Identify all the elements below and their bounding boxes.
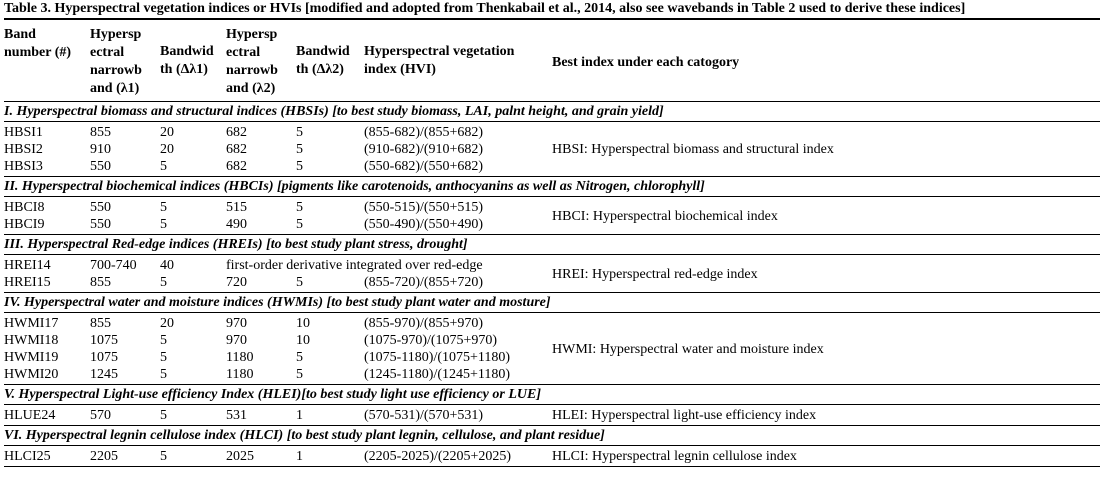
hvi-formula: (910-682)/(910+682) <box>364 142 484 157</box>
header-lambda2: Hypersp ectral narrowb and (λ2) <box>226 27 278 96</box>
table-caption: Table 3. Hyperspectral vegetation indices or HVIs [modified and adopted from Thenkabail et al., 2014, also see wavebands in Table 2 used to derive these indices] <box>4 1 966 16</box>
caption-rule <box>4 18 1100 20</box>
lambda2-value: 1180 <box>226 350 254 365</box>
row-rule <box>4 254 1100 255</box>
row-rule <box>4 466 1100 467</box>
bandwidth2-value: 1 <box>296 449 303 464</box>
lambda1-value: 1075 <box>90 333 118 348</box>
lambda1-value: 855 <box>90 125 111 140</box>
bandwidth2-value: 5 <box>296 275 303 290</box>
best-index: HWMI: Hyperspectral water and moisture index <box>552 341 824 357</box>
best-index: HREI: Hyperspectral red-edge index <box>552 266 758 282</box>
lambda1-value: 1075 <box>90 350 118 365</box>
hvi-formula: (1075-970)/(1075+970) <box>364 333 498 348</box>
row-rule <box>4 312 1100 313</box>
lambda1-value: 550 <box>90 159 111 174</box>
bandwidth2-value: 5 <box>296 125 303 140</box>
lambda2-value: 1180 <box>226 367 254 382</box>
row-rule <box>4 404 1100 405</box>
best-index: HBSI: Hyperspectral biomass and structural index <box>552 142 834 157</box>
lambda1-value: 2205 <box>90 449 118 464</box>
row-rule <box>4 101 1100 102</box>
band-number: HWMI17 <box>4 316 59 331</box>
hvi-description: first-order derivative integrated over red-edge <box>226 258 483 273</box>
section-title: I. Hyperspectral biomass and structural indices (HBSIs) [to best study biomass, LAI, palnt height, and grain yield] <box>4 104 664 119</box>
band-number: HLUE24 <box>4 408 56 423</box>
band-number: HBCI9 <box>4 217 45 232</box>
hvi-formula: (1245-1180)/(1245+1180) <box>364 367 511 382</box>
bandwidth2-value: 1 <box>296 408 303 423</box>
row-rule <box>4 292 1100 293</box>
bandwidth1-value: 20 <box>160 316 174 331</box>
bandwidth2-value: 5 <box>296 217 303 232</box>
band-number: HLCI25 <box>4 449 51 464</box>
lambda2-value: 490 <box>226 217 247 232</box>
hvi-formula: (570-531)/(570+531) <box>364 408 484 423</box>
lambda2-value: 720 <box>226 275 247 290</box>
band-number: HBSI1 <box>4 125 43 140</box>
band-number: HBCI8 <box>4 200 45 215</box>
bandwidth1-value: 5 <box>160 367 167 382</box>
lambda2-value: 682 <box>226 125 247 140</box>
section-title: IV. Hyperspectral water and moisture indices (HWMIs) [to best study plant water and mosture] <box>4 295 551 310</box>
section-title: V. Hyperspectral Light-use efficiency Index (HLEI)[to best study light use efficiency or LUE] <box>4 387 541 402</box>
bandwidth1-value: 5 <box>160 333 167 348</box>
bandwidth1-value: 40 <box>160 258 174 273</box>
bandwidth1-value: 5 <box>160 350 167 365</box>
bandwidth2-value: 5 <box>296 200 303 215</box>
hvi-formula: (1075-1180)/(1075+1180) <box>364 350 511 365</box>
lambda2-value: 2025 <box>226 449 254 464</box>
row-rule <box>4 425 1100 426</box>
row-rule <box>4 234 1100 235</box>
lambda1-value: 570 <box>90 408 111 423</box>
band-number: HBSI2 <box>4 142 43 157</box>
section-title: VI. Hyperspectral legnin cellulose index (HLCI) [to best study plant legnin, cellulose, and plant residue] <box>4 428 605 443</box>
lambda1-value: 550 <box>90 217 111 232</box>
lambda1-value: 910 <box>90 142 111 157</box>
bandwidth1-value: 5 <box>160 159 167 174</box>
header-bandwidth2: Bandwid th (Δλ2) <box>296 44 350 77</box>
band-number: HREI14 <box>4 258 51 273</box>
band-number: HWMI19 <box>4 350 59 365</box>
row-rule <box>4 196 1100 197</box>
row-rule <box>4 445 1100 446</box>
header-hvi: Hyperspectral vegetation index (HVI) <box>364 44 515 77</box>
section-title: II. Hyperspectral biochemical indices (HBCIs) [pigments like carotenoids, anthocyanins as well as Nitrogen, chlorophyll] <box>4 179 705 194</box>
bandwidth1-value: 5 <box>160 449 167 464</box>
header-lambda1: Hypersp ectral narrowb and (λ1) <box>90 27 142 96</box>
hvi-formula: (550-682)/(550+682) <box>364 159 484 174</box>
band-number: HWMI20 <box>4 367 59 382</box>
row-rule <box>4 121 1100 122</box>
lambda1-value: 700-740 <box>90 258 137 273</box>
lambda1-value: 855 <box>90 275 111 290</box>
hvi-formula: (855-970)/(855+970) <box>364 316 484 331</box>
band-number: HWMI18 <box>4 333 59 348</box>
bandwidth2-value: 5 <box>296 367 303 382</box>
header-bandwidth1: Bandwid th (Δλ1) <box>160 44 214 77</box>
lambda1-value: 550 <box>90 200 111 215</box>
lambda2-value: 682 <box>226 142 247 157</box>
bandwidth1-value: 20 <box>160 142 174 157</box>
best-index: HLEI: Hyperspectral light-use efficiency index <box>552 408 817 423</box>
bandwidth2-value: 10 <box>296 316 310 331</box>
section-title: III. Hyperspectral Red-edge indices (HREIs) [to best study plant stress, drought] <box>4 237 468 252</box>
hvi-formula: (2205-2025)/(2205+2025) <box>364 449 512 464</box>
bandwidth1-value: 5 <box>160 275 167 290</box>
hvi-formula: (550-515)/(550+515) <box>364 200 484 215</box>
lambda2-value: 970 <box>226 333 247 348</box>
lambda2-value: 531 <box>226 408 247 423</box>
bandwidth2-value: 5 <box>296 159 303 174</box>
bandwidth1-value: 5 <box>160 200 167 215</box>
lambda2-value: 682 <box>226 159 247 174</box>
lambda1-value: 855 <box>90 316 111 331</box>
header-band: Band number (#) <box>4 27 72 60</box>
lambda2-value: 970 <box>226 316 247 331</box>
best-index: HLCI: Hyperspectral legnin cellulose index <box>552 449 797 464</box>
header-best-index: Best index under each catogory <box>552 55 740 70</box>
bandwidth1-value: 5 <box>160 217 167 232</box>
row-rule <box>4 384 1100 385</box>
hvi-formula: (855-720)/(855+720) <box>364 275 484 290</box>
band-number: HBSI3 <box>4 159 43 174</box>
bandwidth2-value: 10 <box>296 333 310 348</box>
hvi-formula: (855-682)/(855+682) <box>364 125 484 140</box>
bandwidth1-value: 5 <box>160 408 167 423</box>
band-number: HREI15 <box>4 275 51 290</box>
bandwidth2-value: 5 <box>296 142 303 157</box>
bandwidth1-value: 20 <box>160 125 174 140</box>
hvi-formula: (550-490)/(550+490) <box>364 217 484 232</box>
lambda2-value: 515 <box>226 200 247 215</box>
best-index: HBCI: Hyperspectral biochemical index <box>552 208 778 224</box>
lambda1-value: 1245 <box>90 367 118 382</box>
row-rule <box>4 176 1100 177</box>
bandwidth2-value: 5 <box>296 350 303 365</box>
